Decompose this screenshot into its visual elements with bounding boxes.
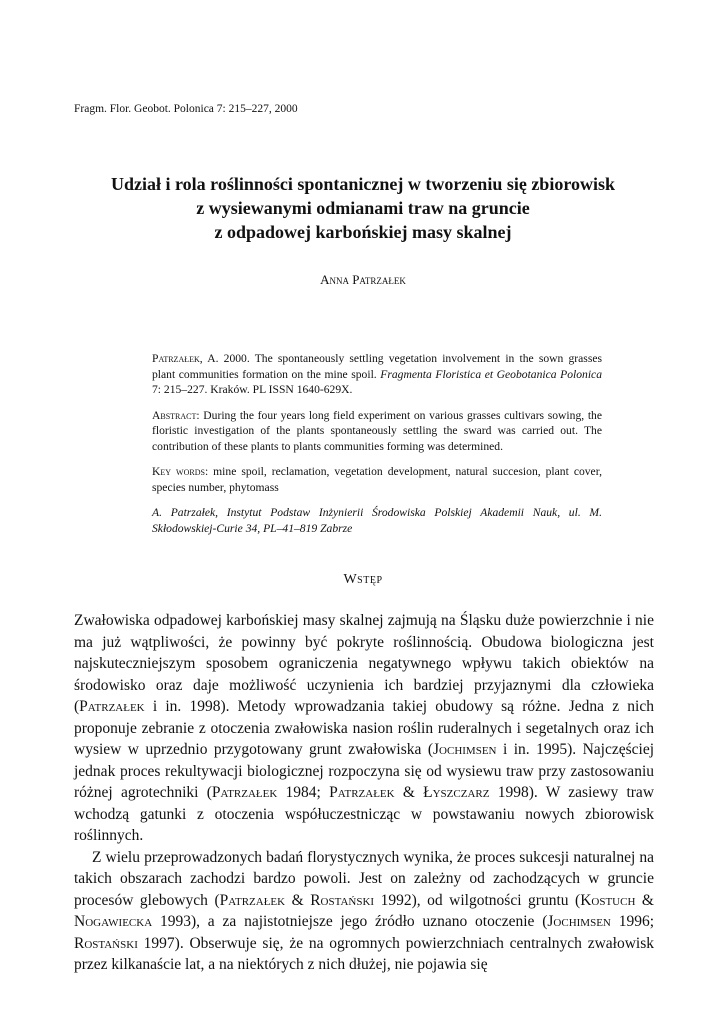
- reference-author: Patrzałek: [219, 891, 286, 909]
- text-run: 1998). W zasiewy traw wchodzą gatunki z otoczenia współuczestnicząc w powstawaniu nowych zbiorowisk roślinnych.: [74, 784, 655, 844]
- article-title: [60, 172, 666, 244]
- abstract: [152, 408, 602, 455]
- reference-author: Jochimsen: [433, 741, 497, 758]
- text-run: 1984;: [277, 784, 330, 801]
- section-heading: Wstęp: [343, 572, 383, 587]
- citation-author: Patrzałek: [152, 352, 200, 365]
- text-run: 1992), od wilgotności gruntu (: [374, 891, 581, 909]
- keywords-text: : mine spoil, reclamation, vegetation development, natural succesion, plant cover, species number, phytomass: [152, 465, 602, 494]
- text-run: &: [285, 891, 311, 909]
- reference-author: Patrzałek: [211, 784, 278, 801]
- text-run: i in. 1998). Metody wprowadzania takiej obudowy są różne. Jedna z nich proponuje zebranie z otoczenia zwałowiska nasion roślin ruderalnych i segetalnych oraz ich wysiew w uprzednio przygotowany grunt zwałowiska (: [74, 698, 654, 758]
- reference-author: Rostański: [74, 934, 138, 952]
- reference-author: Patrzałek: [79, 698, 145, 715]
- reference-author: Jochimsen: [547, 913, 611, 930]
- title-line-1: Udział i rola roślinności spontanicznej w tworzeniu się zbiorowisk: [110, 174, 616, 194]
- paragraph-1: [74, 610, 654, 847]
- abstract-text: : During the four years long field experiment on various grasses cultivars sowing, the floristic investigation of the plants spontaneously settling the sward was carried out. The contribution of these plants to plants communities forming was determined.: [152, 408, 602, 453]
- text-run: 1997). Obserwuje się, że na ogromnych powierzchniach centralnych zwałowisk przez kilkanaście lat, a na niektórych z nich dłużej, nie pojawia się: [74, 934, 654, 973]
- paragraph-2: [74, 847, 654, 976]
- citation-journal: Fragmenta Floristica et Geobotanica Polonica: [380, 367, 602, 381]
- reference-author: Patrzałek: [329, 784, 395, 801]
- keywords-label: Key words: [152, 465, 205, 478]
- text-run: &: [635, 891, 654, 909]
- author-affiliation: A. Patrzałek, Instytut Podstaw Inżynierii Środowiska Polskiej Akademii Nauk, ul. M. Skłodowskiej-Curie 34, PL–41–819 Zabrze: [152, 506, 602, 535]
- text-run: Zwałowiska odpadowej karbońskiej masy skalnej zajmują na Śląsku duże powierzchnie i nie ma już wątpliwości, że powinny być pokryte roślinnością. Obudowa biologiczna jest najskuteczniejszym sposobem ograniczenia negatywnego wpływu takich obiektów na środowisko oraz daje możliwość uczynienia ich bardziej przyjaznymi dla człowieka (: [74, 612, 654, 715]
- reference-author: Łyszczarz: [423, 784, 490, 801]
- text-run: Z wielu przeprowadzonych badań florystycznych wynika, że proces sukcesji naturalnej na takich obszarach zachodzi bardzo powoli. Jest on zależny od zachodzących w gruncie procesów glebowych (: [74, 848, 654, 909]
- abstract-block: [152, 351, 602, 546]
- citation-text: , A. 2000. The spontaneously settling vegetation involvement in the sown grasses plant communities formation on the mine spoil.: [152, 352, 602, 381]
- body-text: [74, 610, 654, 976]
- keywords: [152, 464, 602, 495]
- author-name: Anna Patrzałek: [320, 272, 406, 287]
- reference-author: Kostuch: [580, 891, 636, 909]
- reference-author: Rostański: [310, 891, 375, 909]
- journal-reference: Fragm. Flor. Geobot. Polonica 7: 215–227, 2000: [74, 103, 298, 115]
- text-run: &: [394, 784, 424, 801]
- text-run: 1996;: [610, 913, 654, 930]
- text-run: i in. 1995). Najczęściej jednak proces rekultywacji biologicznej rozpoczyna się od wysiewu traw przy zastosowaniu różnej agrotechniki (: [74, 741, 655, 801]
- title-line-3: z odpadowej karbońskiej masy skalnej: [214, 222, 512, 242]
- citation: [152, 351, 602, 398]
- title-line-2: z wysiewanymi odmianami traw na gruncie: [196, 198, 530, 218]
- text-run: 1993), a za najistotniejsze jego źródło uznano otoczenie (: [152, 913, 548, 930]
- reference-author: Nogawiecka: [74, 913, 153, 930]
- citation-tail: 7: 215–227. Kraków. PL ISSN 1640-629X.: [152, 383, 353, 396]
- abstract-label: Abstract: [152, 408, 197, 422]
